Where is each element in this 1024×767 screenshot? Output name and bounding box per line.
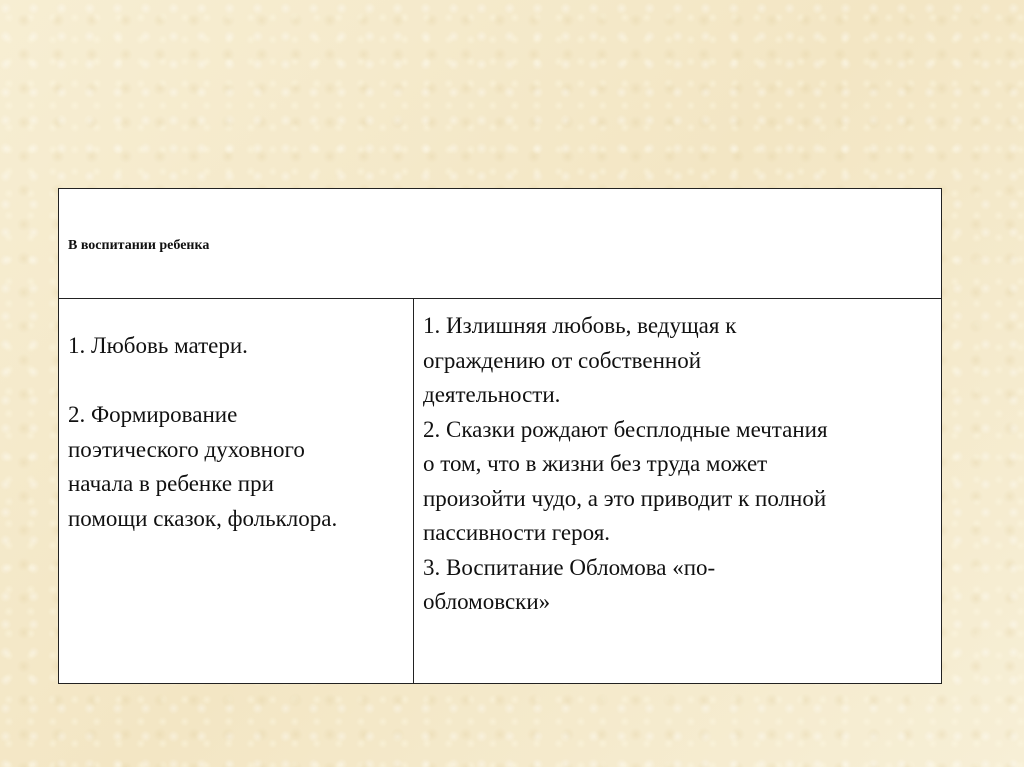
left-cell-spacer [68,364,405,399]
left-cell-line: помощи сказок, фольклора. [68,505,338,531]
table-header-row [59,189,941,299]
comparison-table [58,188,942,684]
left-cell-line: поэтического духовного [68,436,305,462]
right-cell-line: 3. Воспитание Обломова «по- [423,554,716,580]
right-cell-line: произойти чудо, а это приводит к полной [423,485,827,511]
right-cell-line: пассивности героя. [423,520,611,545]
right-cell-line: ограждению от собственной [423,347,702,373]
right-cell-line: 1. Излишняя любовь, ведущая к [423,313,737,338]
left-cell-line: 2. Формирование [68,402,238,427]
table-header-text: В воспитании ребенка [68,238,210,253]
left-cell [59,299,414,683]
right-cell-line: обломовски» [423,589,551,614]
right-cell-line: 2. Сказки рождают бесплодные мечтания [423,416,828,442]
left-cell-line: 1. Любовь матери. [68,333,248,358]
right-cell-line: о том, что в жизни без труда может [423,451,768,476]
right-cell [414,299,941,683]
left-cell-line: начала в ребенке при [68,471,274,496]
right-cell-line: деятельности. [423,382,561,407]
